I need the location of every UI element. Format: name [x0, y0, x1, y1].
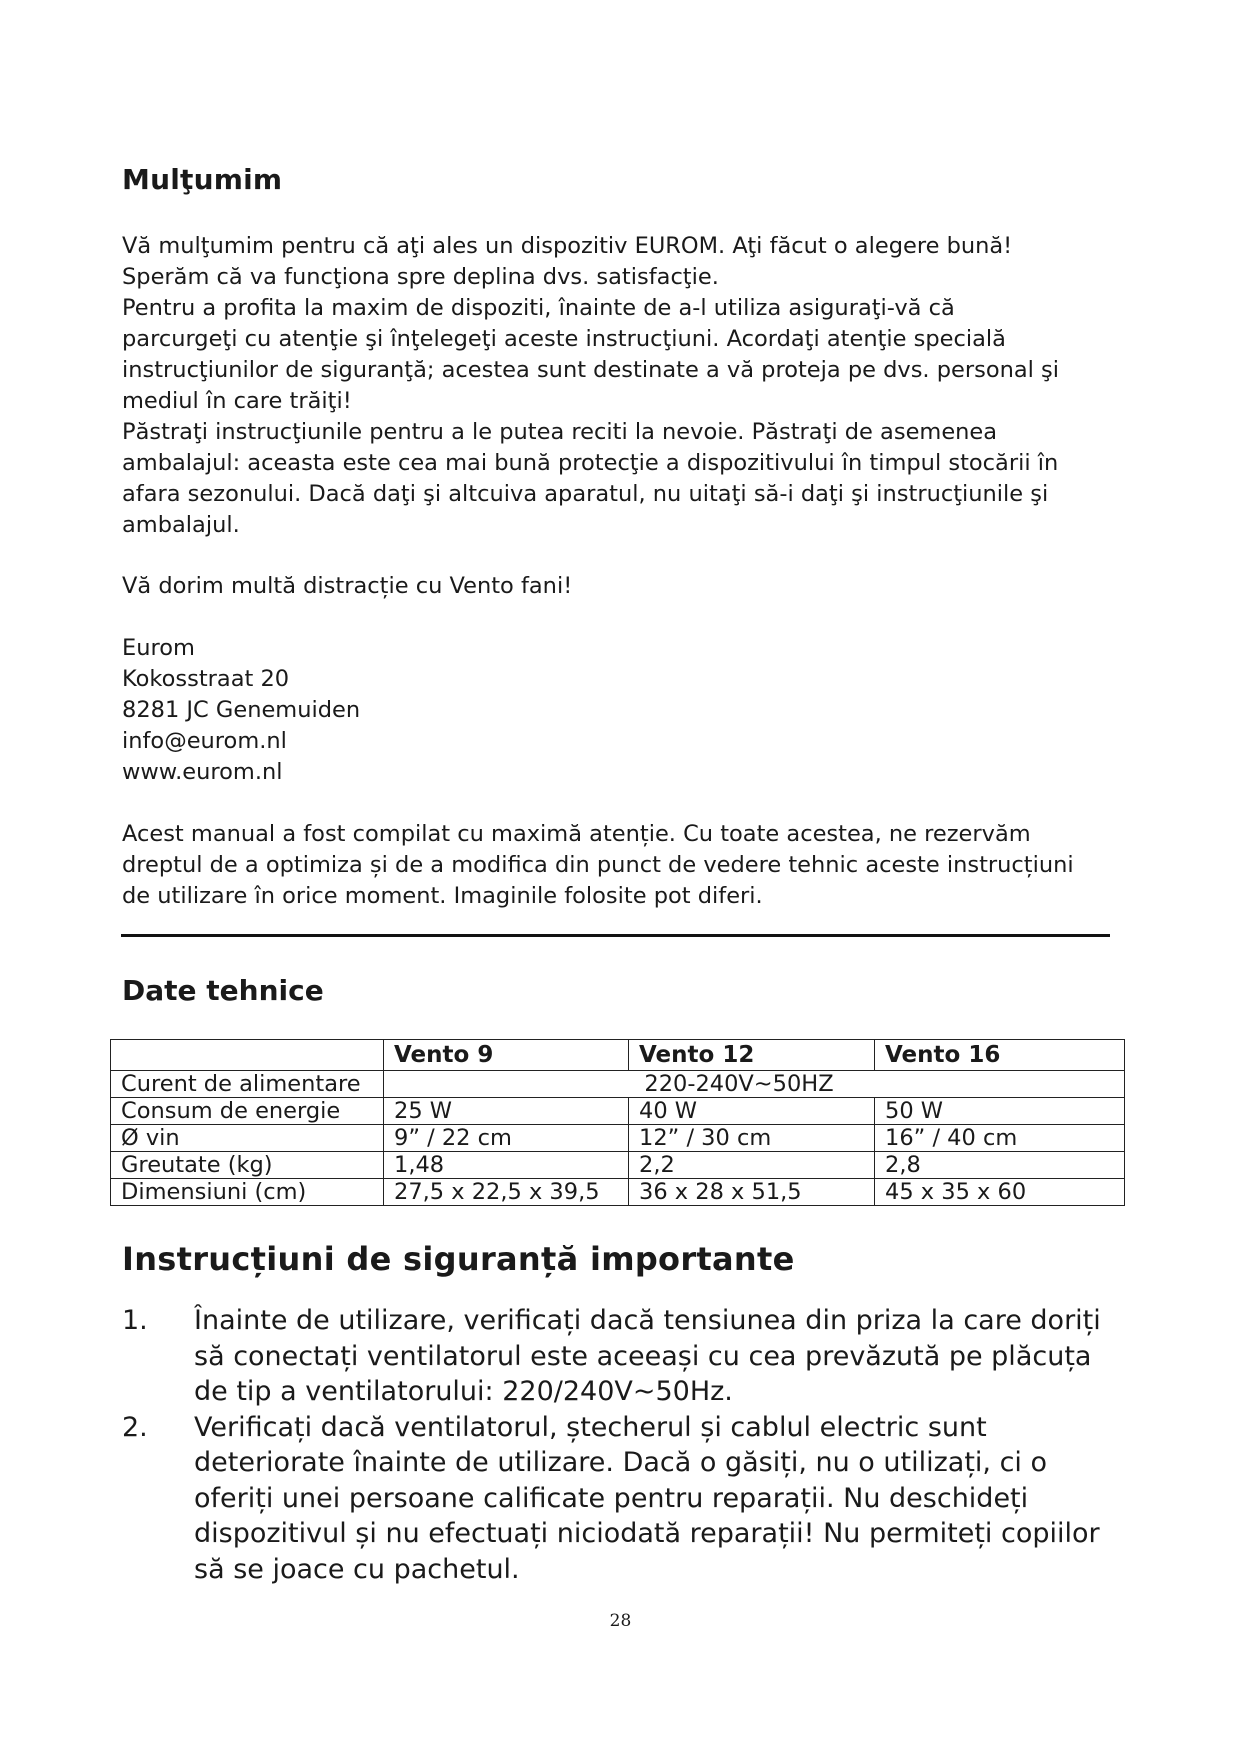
tech-header-cell: Vento 12 — [629, 1040, 875, 1071]
safety-item — [122, 1410, 1132, 1588]
tech-header-cell — [111, 1040, 384, 1071]
safety-item-line: deteriorate înainte de utilizare. Dacă o găsiți, nu o utilizați, ci o — [194, 1447, 1048, 1478]
intro-line: Vă mulţumim pentru că aţi ales un dispozitiv EUROM. Aţi făcut o alegere bună! — [122, 233, 1013, 259]
tech-row-label: Consum de energie — [111, 1098, 384, 1125]
wish-text — [122, 571, 1132, 602]
company-city: 8281 JC Genemuiden — [122, 697, 361, 723]
company-email: info@eurom.nl — [122, 728, 287, 754]
page-number: 28 — [609, 1611, 632, 1631]
tech-cell: 40 W — [629, 1098, 875, 1125]
safety-item-line: oferiți unei persoane calificate pentru reparații. Nu deschideți — [194, 1482, 1029, 1514]
tech-cell: 9” / 22 cm — [384, 1125, 629, 1152]
intro-line: ambalajul: aceasta este cea mai bună protecţie a dispozitivului în timpul stocării în — [122, 450, 1059, 476]
company-name: Eurom — [122, 635, 195, 661]
safety-item-line: Verificați dacă ventilatorul, ștecherul și cablul electric sunt — [194, 1411, 987, 1443]
thanks-heading: Mulţumim — [122, 163, 283, 196]
safety-item-number: 1. — [122, 1305, 148, 1336]
tech-row — [111, 1071, 1125, 1098]
company-address — [122, 633, 1132, 788]
tech-cell: 27,5 x 22,5 x 39,5 — [384, 1179, 629, 1206]
disclaimer-line: de utilizare în orice moment. Imaginile folosite pot diferi. — [122, 883, 763, 909]
disclaimer-line: Acest manual a fost compilat cu maximă atenție. Cu toate acestea, ne rezervăm — [122, 821, 1031, 847]
safety-item — [122, 1303, 1132, 1410]
safety-heading: Instrucțiuni de siguranță importante — [122, 1240, 795, 1278]
section-divider — [121, 934, 1110, 937]
disclaimer-line: dreptul de a optimiza și de a modifica din punct de vedere tehnic aceste instrucțiuni — [122, 852, 1074, 878]
tech-row-label: Ø vin — [111, 1125, 384, 1152]
tech-table — [110, 1039, 1125, 1206]
tech-header-row — [111, 1040, 1125, 1071]
tech-cell: 16” / 40 cm — [875, 1125, 1125, 1152]
company-website: www.eurom.nl — [122, 759, 283, 785]
tech-cell: 12” / 30 cm — [629, 1125, 875, 1152]
tech-row — [111, 1098, 1125, 1125]
intro-paragraph — [122, 231, 1132, 541]
disclaimer-paragraph — [122, 819, 1132, 912]
tech-row — [111, 1152, 1125, 1179]
tech-header-cell: Vento 9 — [384, 1040, 629, 1071]
wish-line: Vă dorim multă distracție cu Vento fani! — [122, 573, 573, 599]
intro-line: mediul în care trăiţi! — [122, 388, 352, 414]
safety-list — [122, 1303, 1132, 1587]
safety-item-line: dispozitivul și nu efectuați niciodată reparații! Nu permiteți copiilor — [194, 1518, 1100, 1549]
tech-cell: 45 x 35 x 60 — [875, 1179, 1125, 1206]
safety-item-number: 2. — [122, 1411, 148, 1443]
safety-item-line: Înainte de utilizare, verificați dacă tensiunea din priza la care doriți — [194, 1305, 1101, 1336]
intro-line: ambalajul. — [122, 512, 240, 538]
tech-cell: 50 W — [875, 1098, 1125, 1125]
safety-item-line: de tip a ventilatorului: 220/240V~50Hz. — [194, 1376, 733, 1407]
intro-line: Pentru a profita la maxim de dispoziti, înainte de a-l utiliza asiguraţi-vă că — [122, 295, 955, 321]
tech-header-cell: Vento 16 — [875, 1040, 1125, 1071]
power-supply-value: 220-240V~50HZ — [384, 1071, 1125, 1098]
safety-item-line: să conectați ventilatorul este aceeași cu cea prevăzută pe plăcuța — [194, 1340, 1092, 1372]
tech-cell: 36 x 28 x 51,5 — [629, 1179, 875, 1206]
intro-line: Sperăm că va funcţiona spre deplina dvs. satisfacţie. — [122, 264, 719, 290]
safety-item-line: să se joace cu pachetul. — [194, 1553, 520, 1585]
tech-row-label: Greutate (kg) — [111, 1152, 384, 1179]
tech-cell: 25 W — [384, 1098, 629, 1125]
tech-heading: Date tehnice — [122, 974, 324, 1007]
tech-row-label: Dimensiuni (cm) — [111, 1179, 384, 1206]
tech-row — [111, 1125, 1125, 1152]
tech-cell: 2,2 — [629, 1152, 875, 1179]
intro-line: instrucţiunilor de siguranţă; acestea sunt destinate a vă proteja pe dvs. personal şi — [122, 357, 1060, 383]
company-street: Kokosstraat 20 — [122, 666, 290, 692]
tech-cell: 1,48 — [384, 1152, 629, 1179]
intro-line: Păstraţi instrucţiunile pentru a le putea reciti la nevoie. Păstraţi de asemenea — [122, 419, 998, 445]
intro-line: afara sezonului. Dacă daţi şi altcuiva aparatul, nu uitaţi să-i daţi şi instrucţiunile şi — [122, 481, 1049, 507]
tech-cell: 2,8 — [875, 1152, 1125, 1179]
tech-row-label: Curent de alimentare — [111, 1071, 384, 1098]
intro-line: parcurgeţi cu atenţie şi înţelegeţi aceste instrucţiuni. Acordaţi atenţie specială — [122, 326, 1006, 352]
tech-row — [111, 1179, 1125, 1206]
